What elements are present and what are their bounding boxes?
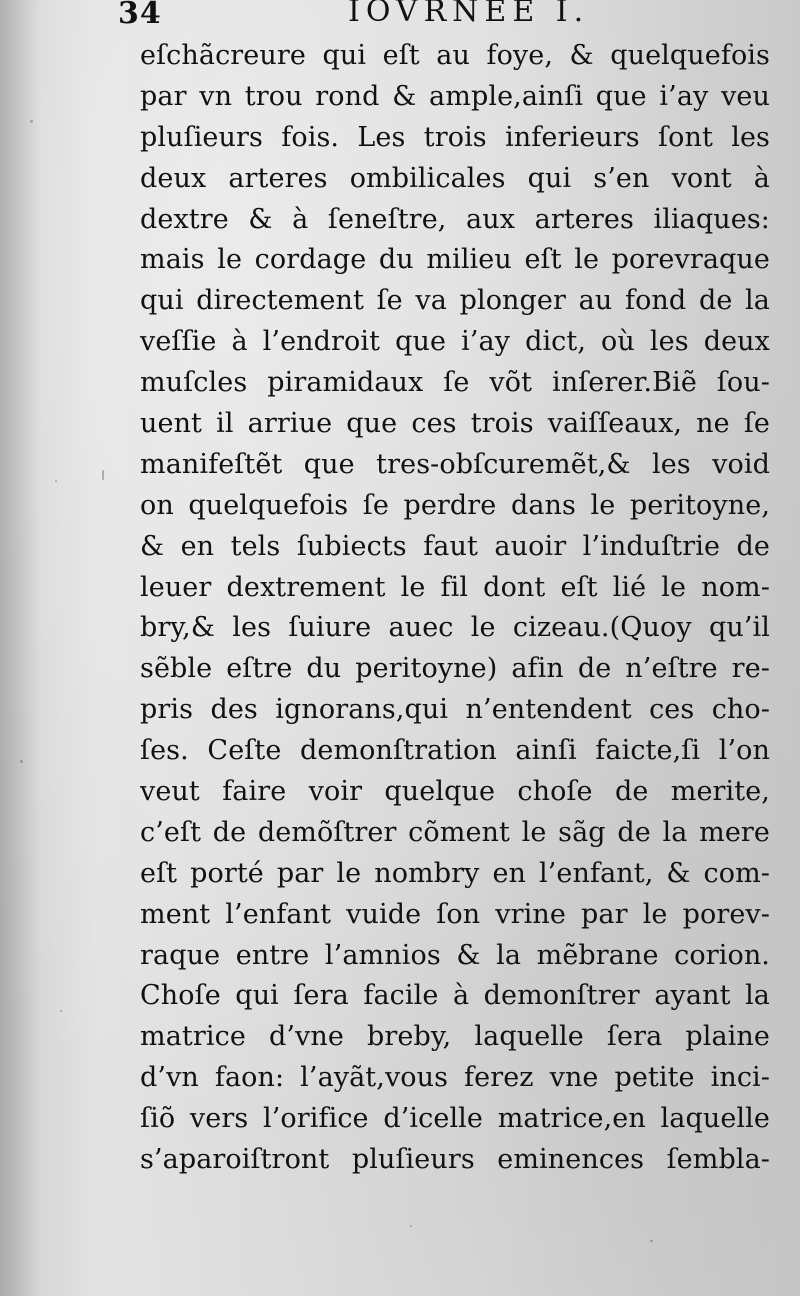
text-line: leuer dextrement le fil dont eſt lié le nom- — [140, 571, 770, 603]
text-line: ſiõ vers l’orifice d’icelle matrice,en laquelle — [140, 1103, 770, 1135]
paper-speck — [55, 480, 57, 482]
paper-speck — [410, 1225, 412, 1227]
gutter-shadow — [0, 0, 40, 1296]
text-line: sẽble eſtre du peritoyne) afin de n’eſtre re- — [140, 653, 770, 685]
text-line: qui directement ſe va plonger au fond de la — [140, 285, 770, 317]
text-line: raque entre l’amnios & la mẽbrane corion. — [140, 939, 770, 971]
text-line: ment l’enfant vuide ſon vrine par le porev- — [140, 898, 770, 930]
text-line: veut faire voir quelque choſe de merite, — [140, 776, 770, 808]
text-line: pluſieurs fois. Les trois inferieurs ſont les — [140, 121, 770, 153]
text-line: eſt porté par le nombry en l’enfant, & com- — [140, 857, 770, 889]
text-line: matrice d’vne breby, laquelle ſera plaine — [140, 1021, 770, 1053]
text-line: pris des ignorans,qui n’entendent ces cho- — [140, 694, 770, 726]
text-line: mais le cordage du milieu eſt le porevraque — [140, 244, 770, 276]
running-title: IOVRNEE I. — [348, 0, 590, 29]
text-line: par vn trou rond & ample,ainſi que i’ay veu — [140, 80, 770, 112]
text-line: on quelquefois ſe perdre dans le peritoyne, — [140, 489, 770, 521]
text-line: deux arteres ombilicales qui s’en vont à — [140, 162, 770, 194]
text-line: & en tels ſubiects faut auoir l’induſtrie de — [140, 530, 770, 562]
paper-speck — [60, 1010, 62, 1012]
paper-speck — [30, 120, 33, 123]
text-line: s’aparoiſtront pluſieurs eminences ſembla- — [140, 1144, 770, 1176]
text-line: manifeſtẽt que tres-obſcuremẽt,& les void — [140, 448, 770, 480]
text-line: eſchãcreure qui eſt au foye, & quelquefois — [140, 40, 770, 71]
page-number: 34 — [118, 0, 162, 31]
paper-speck — [102, 470, 104, 480]
text-line: ſes. Ceſte demonſtration ainſi faicte,ſi l’on — [140, 735, 770, 767]
text-line: dextre & à ſeneſtre, aux arteres iliaques: — [140, 203, 770, 235]
text-line: c’eſt de demõſtrer cõment le sãg de la mere — [140, 816, 770, 848]
text-line: d’vn faon: l’ayãt,vous ferez vne petite inci- — [140, 1062, 770, 1094]
paper-speck — [650, 1240, 653, 1242]
body-text — [140, 36, 770, 1181]
text-line: veſſie à l’endroit que i’ay dict, où les deux — [140, 326, 770, 358]
text-line: bry,& les ſuiure auec le cizeau.(Quoy qu’il — [140, 612, 770, 644]
text-line: uent il arriue que ces trois vaiſſeaux, ne ſe — [140, 408, 770, 440]
running-head — [118, 0, 758, 30]
paper-speck — [20, 760, 23, 763]
text-line: muſcles piramidaux ſe võt inſerer.Biẽ ſou- — [140, 367, 770, 399]
text-line: Choſe qui ſera facile à demonſtrer ayant la — [140, 980, 770, 1012]
